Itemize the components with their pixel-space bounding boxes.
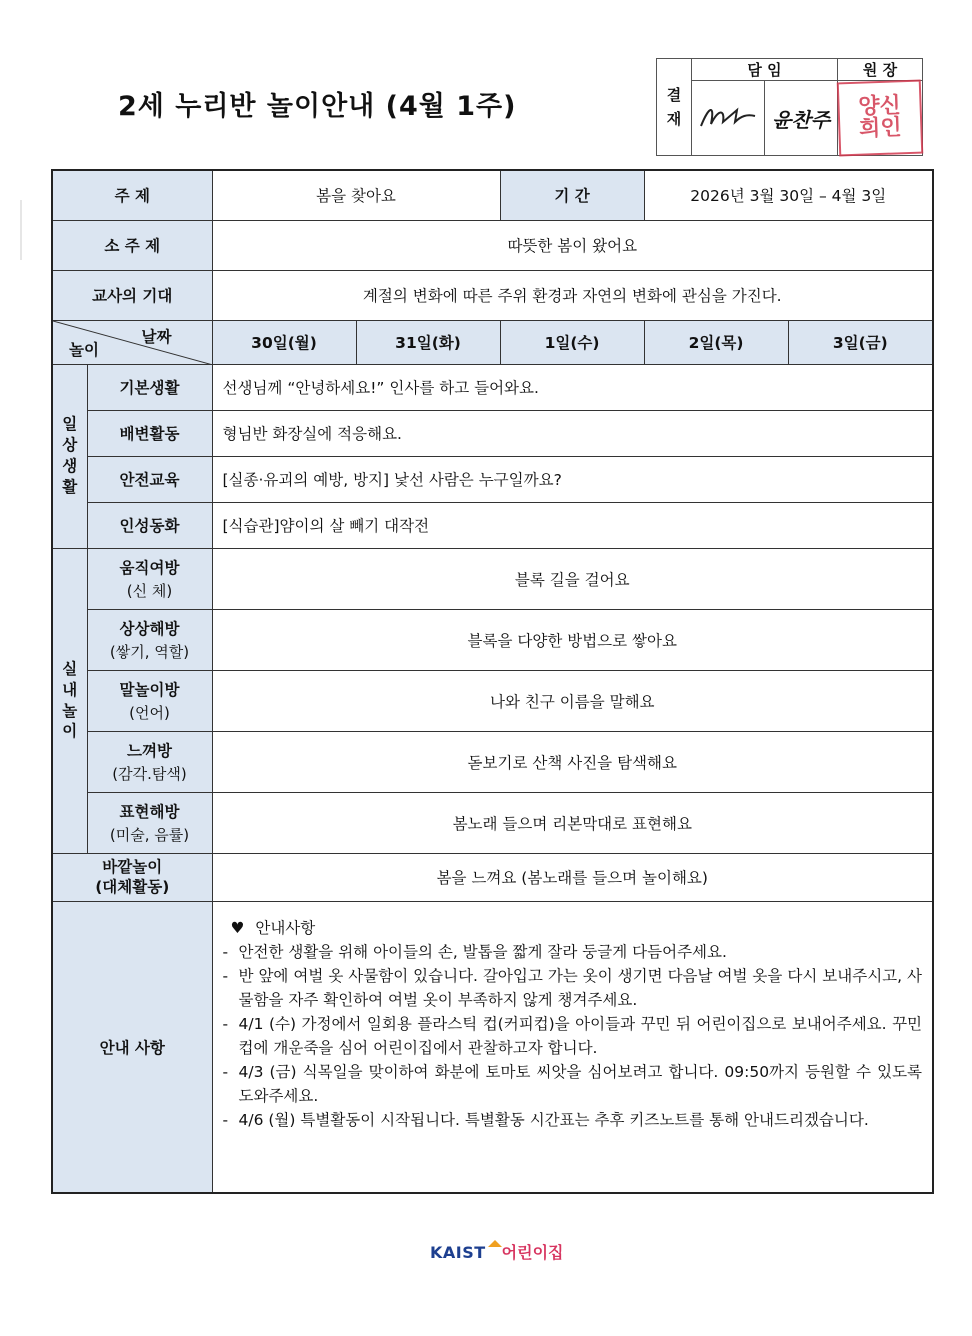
indoor-row-label: 느껴방 (감각.탐색): [87, 731, 212, 792]
indoor-row-value: 블록을 다양한 방법으로 쌓아요: [212, 609, 933, 670]
period-value: 2026년 3월 30일 – 4월 3일: [644, 170, 933, 220]
notice-item: - 반 앞에 여벌 옷 사물함이 있습니다. 갈아입고 가는 옷이 생기면 다음날 여벌 옷을 다시 보내주시고, 사물함을 자주 확인하여 여벌 옷이 부족하지 않게 챙겨주세요.: [222, 966, 923, 1009]
daily-life-row-label: 배변활동: [87, 410, 212, 456]
scribble-signature-icon: [697, 96, 759, 136]
teacher-expectation-label: 교사의 기대: [52, 270, 212, 320]
daily-life-row-value: [실종·유괴의 예방, 방지] 낯선 사람은 누구일까요?: [212, 456, 933, 502]
indoor-row-label: 표현해방 (미술, 음률): [87, 792, 212, 853]
subtheme-value: 따뜻한 봄이 왔어요: [212, 220, 933, 270]
daily-life-row-value: 형님반 화장실에 적응해요.: [212, 410, 933, 456]
indoor-row-value: 돋보기로 산책 사진을 탐색해요: [212, 731, 933, 792]
notice-heading: ♥ 안내사항: [230, 918, 316, 937]
teacher-signature-1: [692, 81, 765, 156]
daily-life-row-label: 인성동화: [87, 502, 212, 548]
director-stamp-cell: [838, 81, 923, 156]
day-header: 1일(수): [500, 320, 644, 364]
day-header: 31일(화): [356, 320, 500, 364]
scan-artifact: [20, 200, 22, 260]
indoor-row-label: 움직여방 (신 체): [87, 548, 212, 609]
theme-value: 봄을 찾아요: [212, 170, 500, 220]
corner-date-label: 날짜: [141, 327, 172, 346]
indoor-group-label: 실 내 놀 이: [52, 548, 87, 853]
indoor-row-label: 상상해방 (쌓기, 역할): [87, 609, 212, 670]
teacher-expectation-value: 계절의 변화에 따른 주위 환경과 자연의 변화에 관심을 가진다.: [212, 270, 933, 320]
subtheme-label: 소 주 제: [52, 220, 212, 270]
notice-item: - 4/3 (금) 식목일을 맞이하여 화분에 토마토 씨앗을 심어보려고 합니다. 09:50까지 등원할 수 있도록 도와주세요.: [222, 1062, 923, 1105]
notice-item: - 4/1 (수) 가정에서 일회용 플라스틱 컵(커피컵)을 아이들과 꾸민 뒤 어린이집으로 보내어주세요. 꾸민 컵에 개운죽을 심어 어린이집에서 관찰하고자 합니다.: [222, 1014, 923, 1057]
indoor-row-value: 블록 길을 걸어요: [212, 548, 933, 609]
outdoor-label: 바깥놀이 (대체활동): [52, 853, 212, 901]
director-label: 원 장: [838, 59, 923, 81]
corner-play-label: 놀이: [69, 340, 99, 359]
heart-icon: ♥: [230, 918, 245, 937]
daily-life-group-label: 일 상 생 활: [52, 364, 87, 548]
notice-content: [212, 901, 933, 1193]
indoor-row-value: 봄노래 들으며 리본막대로 표현해요: [212, 792, 933, 853]
outdoor-value: 봄을 느껴요 (봄노래를 들으며 놀이해요): [212, 853, 933, 901]
director-stamp: 양신희인: [837, 80, 924, 157]
date-play-corner: [52, 320, 212, 364]
daily-life-row-label: 안전교육: [87, 456, 212, 502]
daily-life-row-label: 기본생활: [87, 364, 212, 410]
notice-item: - 4/6 (월) 특별활동이 시작됩니다. 특별활동 시간표는 추후 키즈노트를 통해 안내드리겠습니다.: [222, 1110, 869, 1129]
daily-life-row-value: 선생님께 “안녕하세요!” 인사를 하고 들어와요.: [212, 364, 933, 410]
approval-side-label: 결 재: [657, 59, 692, 156]
daily-life-row-value: [식습관]얌이의 살 빼기 대작전: [212, 502, 933, 548]
page-title: 2세 누리반 놀이안내 (4월 1주): [118, 91, 517, 122]
approval-box: [656, 58, 923, 156]
day-header: 3일(금): [788, 320, 933, 364]
theme-label: 주 제: [52, 170, 212, 220]
schedule-table: [51, 169, 934, 1194]
period-label: 기 간: [500, 170, 644, 220]
day-header: 30일(월): [212, 320, 356, 364]
teacher-signature-2: 윤찬주: [765, 81, 838, 156]
indoor-row-value: 나와 친구 이름을 말해요: [212, 670, 933, 731]
indoor-row-label: 말놀이방 (언어): [87, 670, 212, 731]
day-header: 2일(목): [644, 320, 788, 364]
notice-label: 안내 사항: [52, 901, 212, 1193]
notice-item: - 안전한 생활을 위해 아이들의 손, 발톱을 짧게 잘라 둥글게 다듬어주세요.: [222, 942, 727, 961]
kaist-daycare-logo: KAIST 어린이집: [430, 1240, 564, 1263]
teacher-label: 담 임: [692, 59, 838, 81]
house-roof-icon: [488, 1240, 502, 1247]
